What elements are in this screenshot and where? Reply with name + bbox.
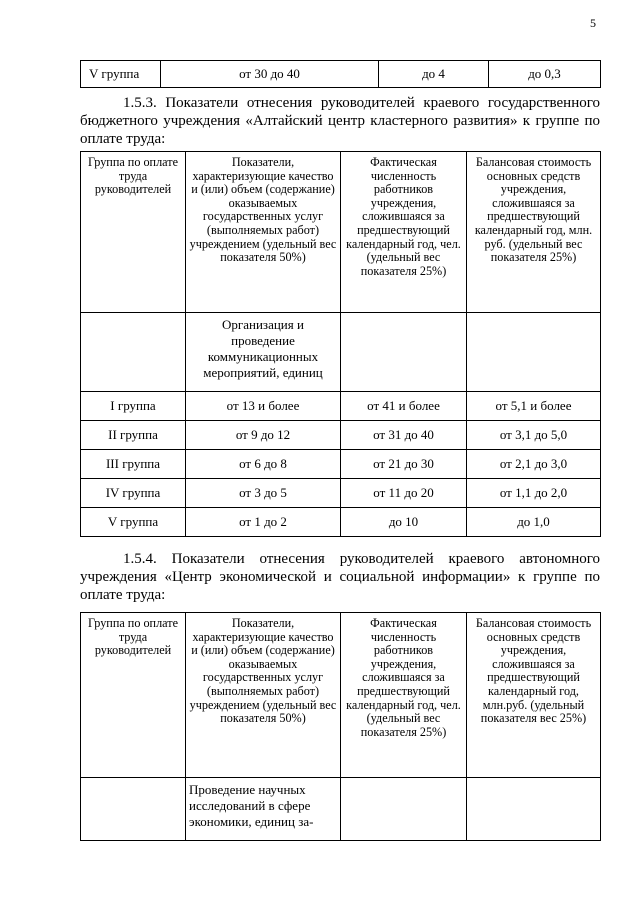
column-header: Показатели, характеризующие качество и (или) объем (содержание) оказываемых государственных услуг (выполняемых работ) учреждением (удельный вес показателя 50%) [186,152,341,313]
table-cell: от 21 до 30 [341,450,467,479]
table-cell: от 9 до 12 [186,421,341,450]
table-cell: до 1,0 [467,508,601,537]
indicator-cell: Организация и проведение коммуникационных мероприятий, единиц [186,313,341,392]
table-1-5-4 [80,612,601,841]
indicator-cell: Проведение научных исследований в сфере экономики, единиц за- [186,778,341,841]
group-cell: III группа [81,450,186,479]
table-cell: до 4 [379,61,489,88]
table-cell: от 3,1 до 5,0 [467,421,601,450]
table-cell: от 2,1 до 3,0 [467,450,601,479]
table-cell [81,778,186,841]
section-1-5-4-heading [80,550,600,604]
table-cell [341,778,467,841]
table-cell: от 30 до 40 [161,61,379,88]
group-cell: IV группа [81,479,186,508]
column-header: Фактическая численность работников учреждения, сложившаяся за предшествующий календарный год, чел. (удельный вес показателя 25%) [341,613,467,778]
table-cell: до 10 [341,508,467,537]
table-cell: от 1 до 2 [186,508,341,537]
group-cell: V группа [81,61,161,88]
column-header: Балансовая стоимость основных средств учреждения, сложившаяся за предшествующий календарный год, млн. руб. (удельный вес показателя 25%) [467,152,601,313]
table-row [81,479,601,508]
table-row [81,61,601,88]
table-row [81,421,601,450]
table-cell [81,313,186,392]
table-header-row [81,613,601,778]
table-cell: от 3 до 5 [186,479,341,508]
group-cell: V группа [81,508,186,537]
top-table-fragment [80,60,601,88]
table-row [81,392,601,421]
table-cell: от 1,1 до 2,0 [467,479,601,508]
table-1-5-3 [80,151,601,537]
column-header: Балансовая стоимость основных средств учреждения, сложившаяся за предшествующий календарный год, млн.руб. (удельный показателя вес 25%) [467,613,601,778]
group-cell: I группа [81,392,186,421]
column-header: Показатели, характеризующие качество и (или) объем (содержание) оказываемых государственных услуг (выполняемых работ) учреждением (удельный вес показателя 50%) [186,613,341,778]
section-1-5-4-text: 1.5.4. Показатели отнесения руководителей краевого автономного учреждения «Центр экономической и социальной информации» к группе по оплате труда: [80,551,600,603]
table-cell: от 6 до 8 [186,450,341,479]
table-cell: до 0,3 [489,61,601,88]
table-cell [341,313,467,392]
table-cell: от 11 до 20 [341,479,467,508]
column-header: Группа по оплате труда руководителей [81,152,186,313]
table-cell [467,778,601,841]
indicator-row [81,313,601,392]
column-header: Группа по оплате труда руководителей [81,613,186,778]
table-row [81,508,601,537]
section-1-5-3-heading [80,94,600,148]
column-header: Фактическая численность работников учреждения, сложившаяся за предшествующий календарный год, чел. (удельный вес показателя 25%) [341,152,467,313]
table-row [81,450,601,479]
table-cell: от 31 до 40 [341,421,467,450]
table-cell: от 13 и более [186,392,341,421]
table-cell [467,313,601,392]
page-number: 5 [590,16,596,30]
table-cell: от 5,1 и более [467,392,601,421]
section-1-5-3-text: 1.5.3. Показатели отнесения руководителей краевого государственного бюджетного учреждения «Алтайский центр кластерного развития» к группе по оплате труда: [80,95,600,147]
indicator-row [81,778,601,841]
table-cell: от 41 и более [341,392,467,421]
table-header-row [81,152,601,313]
group-cell: II группа [81,421,186,450]
